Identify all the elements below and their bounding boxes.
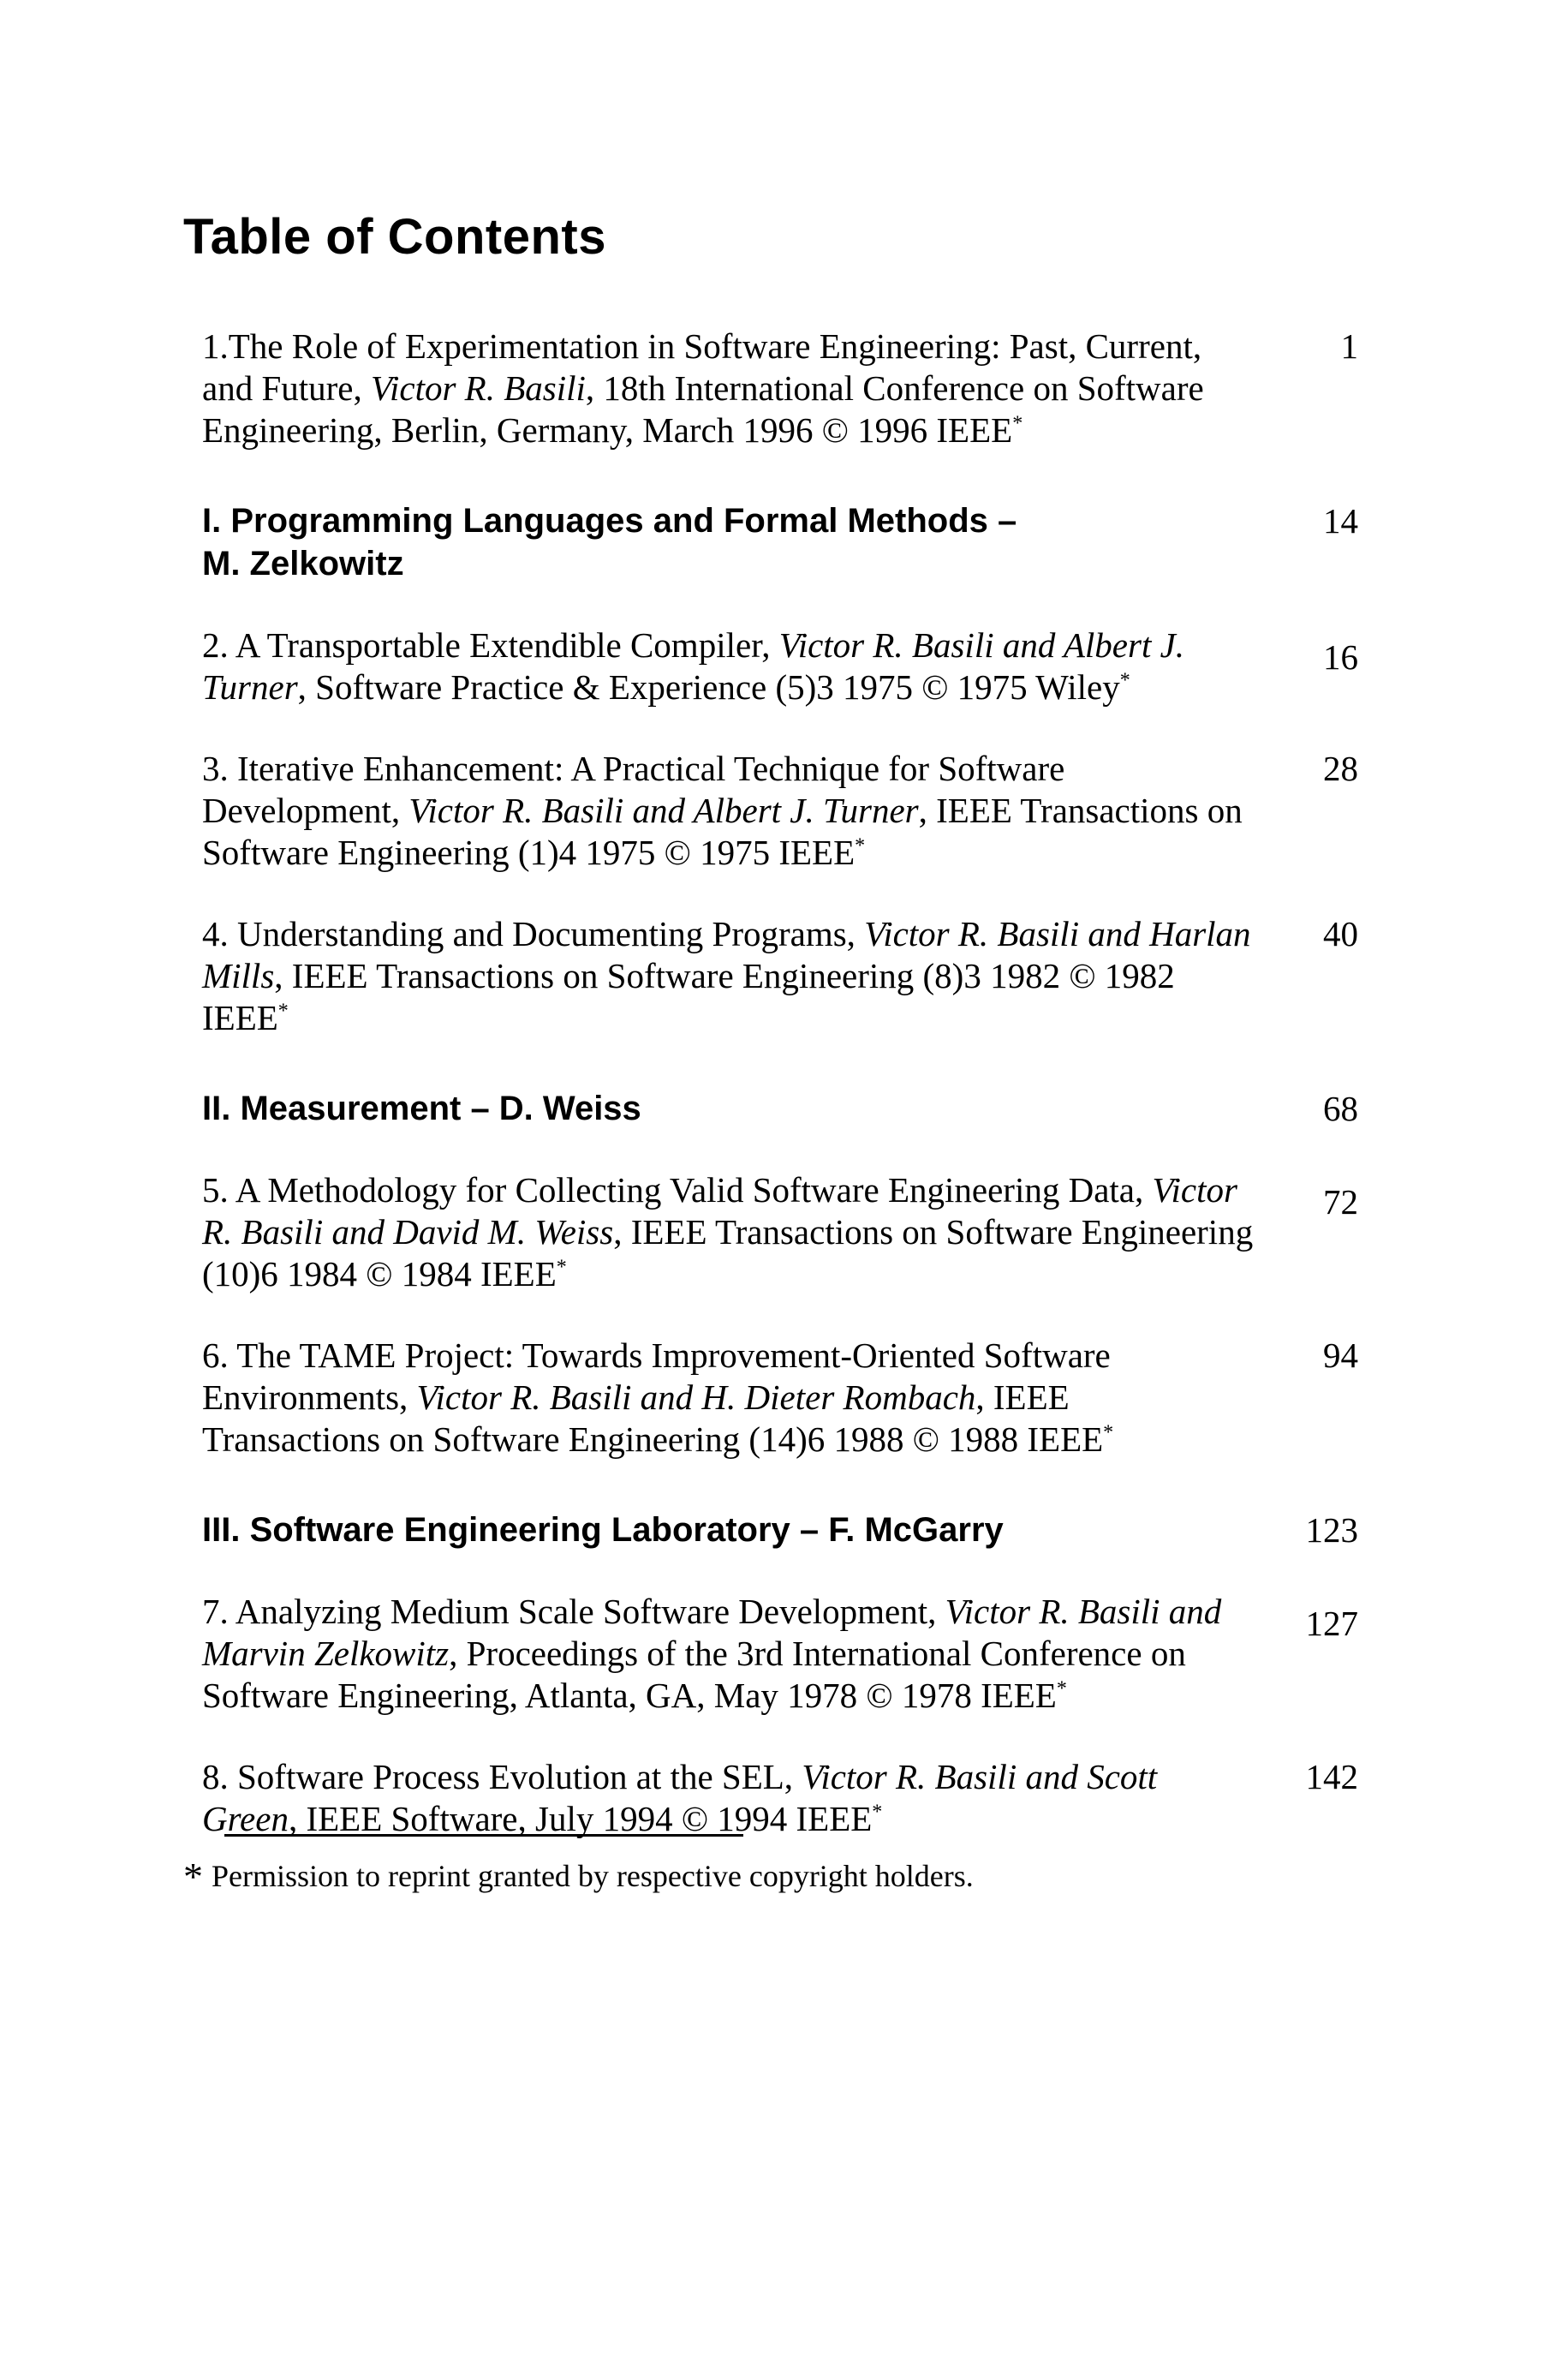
page-number: 142 [1305, 1757, 1358, 1796]
footnote [183, 1857, 974, 1896]
entry-number: 2. [202, 625, 229, 665]
footnote-mark: * [1056, 1677, 1067, 1700]
footnote-mark: * [1012, 412, 1023, 435]
entry-source: , IEEE Transactions on Software Engineering (14)6 1988 © 1988 IEEE [202, 1377, 1104, 1459]
entry-authors: Victor R. Basili and Marvin Zelkowitz [202, 1592, 1222, 1673]
entry-source: , IEEE Software, July 1994 © 1994 IEEE [288, 1799, 873, 1838]
section-heading-3 [202, 1509, 1358, 1551]
entry-authors: Victor R. Basili and Albert J. Turner [408, 791, 919, 830]
entry-title: A Transportable Extendible Compiler, [235, 625, 771, 665]
entry-title: Software Process Evolution at the SEL, [237, 1757, 794, 1796]
entry-number: 8. [202, 1757, 229, 1796]
footnote-mark: * [855, 834, 866, 857]
entry-number: 3. [202, 749, 229, 788]
toc-entry-7 [202, 1591, 1358, 1717]
page-number: 1 [1340, 326, 1358, 366]
page-number: 16 [1323, 637, 1358, 677]
entry-title: A Methodology for Collecting Valid Software Engineering Data, [235, 1170, 1144, 1210]
section-title: II. Measurement – D. Weiss [202, 1090, 641, 1127]
section-heading-1 [202, 499, 1358, 585]
toc-entry-text [202, 624, 1255, 708]
page-number: 14 [1323, 501, 1358, 541]
section-label: I. Programming Languages and Formal Methods – [202, 502, 1017, 540]
entry-source: , Proceedings of the 3rd International Conference on Software Engineering, Atlanta, GA, May 1978 © 1978 IEEE [202, 1634, 1186, 1715]
entry-source: , Software Practice & Experience (5)3 1975 © 1975 Wiley [297, 667, 1120, 707]
entry-number: 7. [202, 1592, 229, 1631]
entry-number: 5. [202, 1170, 229, 1210]
page-number: 127 [1305, 1604, 1358, 1643]
entry-number: 6. [202, 1335, 229, 1375]
page-number: 68 [1323, 1089, 1358, 1128]
table-of-contents [202, 326, 1358, 1840]
footnote-mark: * [1103, 1421, 1114, 1444]
toc-entry-text [202, 913, 1255, 1039]
footnote-divider [224, 1834, 743, 1837]
entry-authors: Victor R. Basili and David M. Weiss [202, 1170, 1237, 1252]
entry-authors: Victor R. Basili and H. Dieter Rombach [416, 1377, 976, 1417]
footnote-mark: * [1119, 669, 1130, 692]
page-title: Table of Contents [183, 209, 606, 265]
footnote-mark: * [556, 1256, 567, 1279]
entry-title: Iterative Enhancement: A Practical Technique for Software Development, [202, 749, 1065, 830]
entry-title: Analyzing Medium Scale Software Development, [235, 1592, 937, 1631]
entry-authors: Victor R. Basili and Albert J. Turner [202, 625, 1185, 707]
toc-entry-5 [202, 1169, 1358, 1295]
entry-number: 4. [202, 914, 229, 953]
entry-title: Understanding and Documenting Programs, [237, 914, 856, 953]
section-heading-2 [202, 1087, 1358, 1130]
page-number: 72 [1323, 1182, 1358, 1222]
entry-authors: Victor R. Basili and Scott Green [202, 1757, 1158, 1838]
toc-entry-text [202, 1756, 1255, 1840]
page-number: 40 [1323, 914, 1358, 953]
footnote-asterisk: * [183, 1855, 203, 1898]
entry-source: , IEEE Transactions on Software Engineering (8)3 1982 © 1982 IEEE [202, 956, 1175, 1037]
toc-entry-4 [202, 913, 1358, 1039]
entry-title: The Role of Experimentation in Software Engineering: Past, Current, and Future, [202, 326, 1202, 408]
toc-entry-text [202, 1335, 1255, 1461]
entry-source: , IEEE Transactions on Software Engineering (1)4 1975 © 1975 IEEE [202, 791, 1243, 872]
toc-entry-text [202, 748, 1255, 874]
page-number: 94 [1323, 1335, 1358, 1375]
section-title: III. Software Engineering Laboratory – F. McGarry [202, 1511, 1004, 1549]
entry-source: , IEEE Transactions on Software Engineering (10)6 1984 © 1984 IEEE [202, 1212, 1254, 1294]
toc-entry-6 [202, 1335, 1358, 1461]
entry-authors: Victor R. Basili and Harlan Mills [202, 914, 1251, 995]
entry-number: 1. [202, 326, 229, 366]
toc-entry-text [202, 326, 1255, 451]
footnote-mark: * [277, 1000, 289, 1023]
section-editor: M. Zelkowitz [202, 545, 404, 583]
toc-entry-2 [202, 624, 1358, 708]
entry-source: , 18th International Conference on Software Engineering, Berlin, Germany, March 1996 © 1996 IEEE [202, 368, 1204, 450]
toc-entry-3 [202, 748, 1358, 874]
toc-entry-8 [202, 1756, 1358, 1840]
toc-entry-text [202, 1169, 1255, 1295]
page-number: 123 [1305, 1510, 1358, 1550]
footnote-text: Permission to reprint granted by respective copyright holders. [212, 1859, 974, 1893]
entry-title: The TAME Project: Towards Improvement-Oriented Software Environments, [202, 1335, 1111, 1417]
toc-entry-1 [202, 326, 1358, 451]
toc-entry-text [202, 1591, 1255, 1717]
page-number: 28 [1323, 749, 1358, 788]
entry-authors: Victor R. Basili [371, 368, 586, 408]
footnote-mark: * [872, 1801, 883, 1824]
section-title [202, 499, 1255, 585]
